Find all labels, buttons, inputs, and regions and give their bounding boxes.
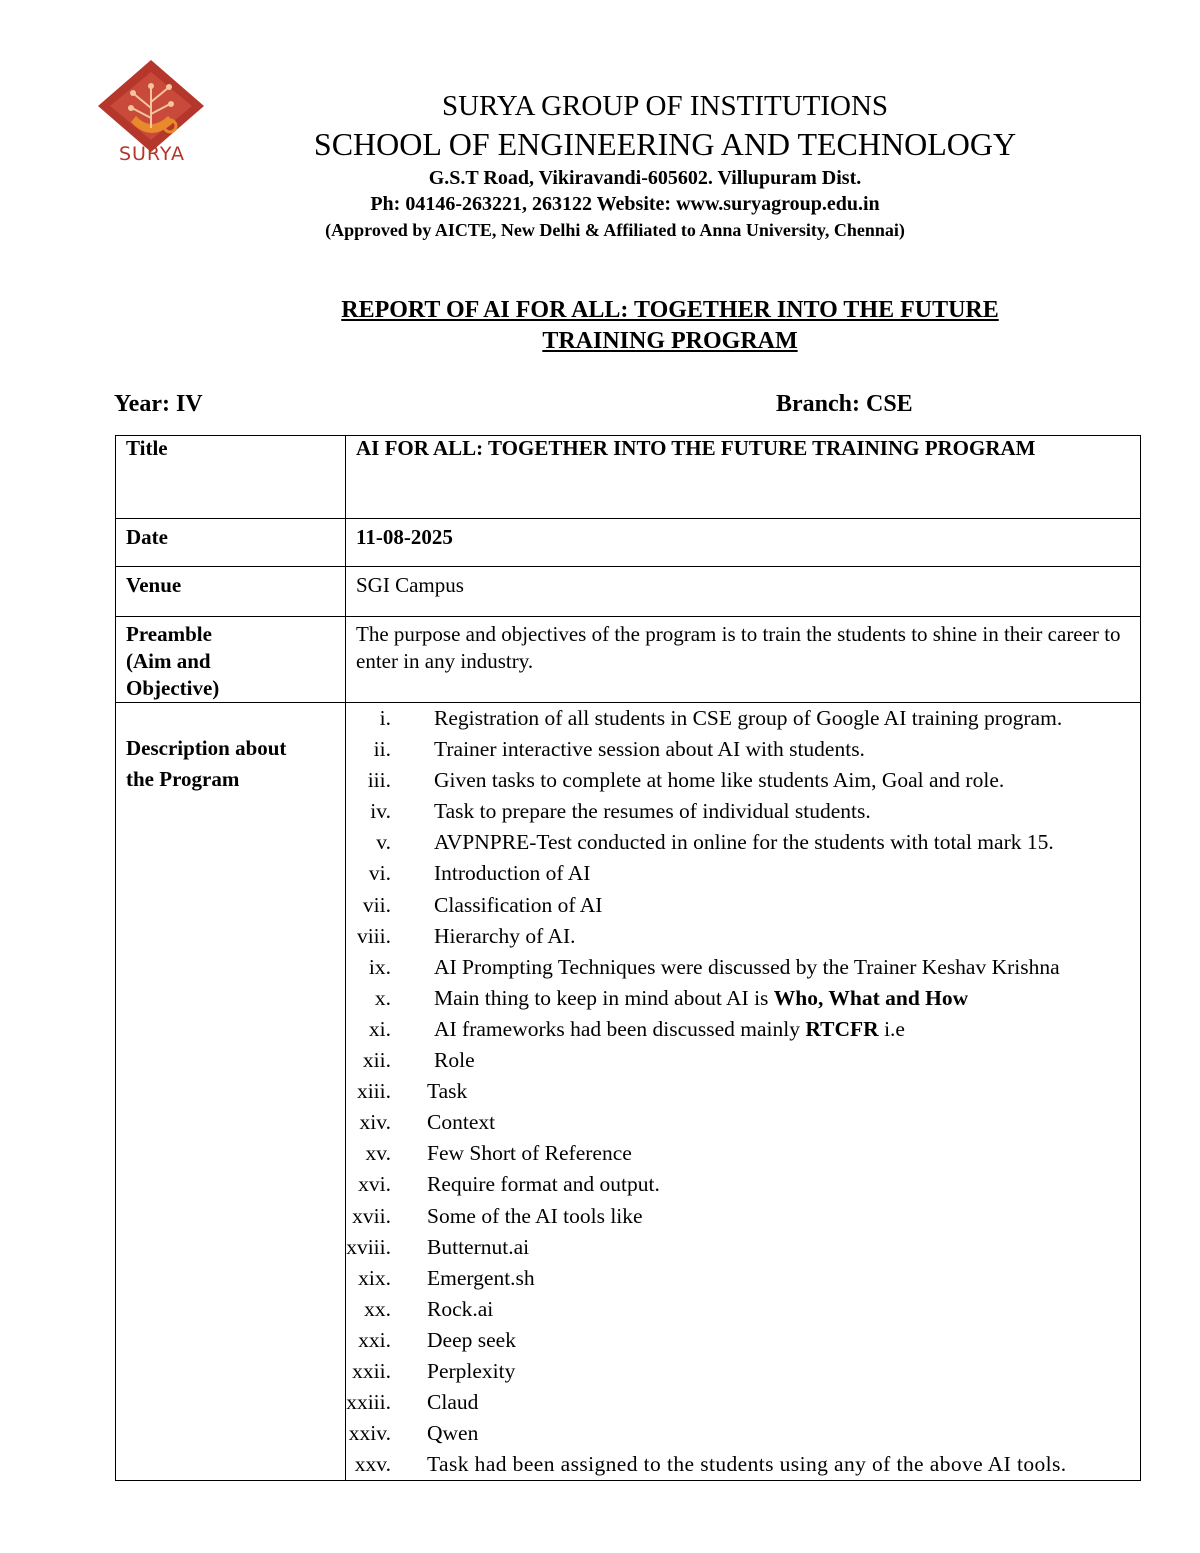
list-item-text-part: Task xyxy=(427,1079,468,1104)
list-item-text xyxy=(427,1138,632,1169)
list-item-text-part: Hierarchy of AI. xyxy=(434,923,576,948)
list-item-text xyxy=(434,734,865,765)
list-item-text-part: Rock.ai xyxy=(427,1296,494,1321)
address: G.S.T Road, Vikiravandi-605602. Villupuram Dist. xyxy=(428,167,862,189)
list-item xyxy=(346,1107,1140,1138)
title-value: AI FOR ALL: TOGETHER INTO THE FUTURE TRAINING PROGRAM xyxy=(346,436,1141,519)
list-item xyxy=(346,1263,1140,1294)
list-item xyxy=(346,703,1140,734)
list-item-text xyxy=(434,1045,475,1076)
list-item-text xyxy=(434,890,602,921)
list-item-text-part: Main thing to keep in mind about AI is xyxy=(434,985,774,1010)
list-item xyxy=(346,952,1140,983)
list-item-number: xx. xyxy=(364,1296,391,1321)
description-label xyxy=(116,703,346,1481)
list-item xyxy=(346,1356,1140,1387)
list-item xyxy=(346,1045,1140,1076)
list-item xyxy=(346,983,1140,1014)
list-item-bold: RTCFR xyxy=(805,1016,879,1041)
list-item xyxy=(346,921,1140,952)
list-item-text xyxy=(427,1201,643,1232)
report-table xyxy=(115,435,1141,1481)
list-item-text-part: Some of the AI tools like xyxy=(427,1203,643,1228)
list-item-text xyxy=(427,1076,467,1107)
list-item-text-part: Registration of all students in CSE group of Google AI training program. xyxy=(434,706,1063,730)
list-item xyxy=(346,1294,1140,1325)
list-item-text xyxy=(427,1325,516,1356)
list-item-text xyxy=(427,1263,535,1294)
list-item-number: ix. xyxy=(368,954,391,979)
table-row xyxy=(116,617,1141,703)
list-item-text-part: Role xyxy=(434,1048,475,1073)
list-item-number: viii. xyxy=(356,923,391,948)
list-item-number: xxii. xyxy=(352,1358,391,1383)
table-row xyxy=(116,519,1141,567)
preamble-label xyxy=(116,617,346,703)
contact: Ph: 04146-263221, 263122 Website: www.suryagroup.edu.in xyxy=(370,193,880,215)
list-item-number: xix. xyxy=(358,1265,391,1290)
list-item xyxy=(346,1169,1140,1200)
preamble-value: The purpose and objectives of the program is to train the students to shine in their career to enter in any industry. xyxy=(346,617,1141,703)
list-item-text-part: Trainer interactive session about AI with students. xyxy=(434,737,865,762)
list-item-text xyxy=(427,1232,529,1263)
year-label: Year: IV xyxy=(114,391,203,417)
list-item-text xyxy=(434,858,590,889)
list-item-number: x. xyxy=(374,985,391,1010)
list-item-text-part: Task had been assigned to the students using any of the above AI tools. xyxy=(427,1452,1067,1477)
list-item-bold: Who, What and How xyxy=(773,985,969,1010)
list-item-number: xv. xyxy=(365,1141,391,1166)
table-row xyxy=(116,436,1141,519)
list-item-text xyxy=(427,1387,478,1418)
list-item-number: xvi. xyxy=(358,1172,391,1197)
list-item xyxy=(346,858,1140,889)
list-item-text xyxy=(427,1449,1067,1480)
list-item xyxy=(346,1232,1140,1263)
list-item-number: xvii. xyxy=(352,1203,391,1228)
list-item-text xyxy=(427,1107,495,1138)
list-item-number: vi. xyxy=(368,861,391,886)
list-item-text-part: Deep seek xyxy=(427,1327,516,1352)
preamble-label-line: Objective) xyxy=(126,676,220,700)
title-label: Title xyxy=(116,436,346,519)
list-item-number: xxi. xyxy=(358,1327,391,1352)
list-item-text xyxy=(427,1169,660,1200)
list-item-number: vii. xyxy=(362,892,391,917)
list-item-number: ii. xyxy=(373,737,391,762)
list-item-number: xi. xyxy=(368,1016,391,1041)
list-item-text xyxy=(427,1418,478,1449)
venue-value: SGI Campus xyxy=(346,567,1141,617)
list-item-text-part: Task to prepare the resumes of individual students. xyxy=(434,799,871,824)
report-title-line1: REPORT OF AI FOR ALL: TOGETHER INTO THE FUTURE xyxy=(341,297,999,323)
list-item-number: xiv. xyxy=(359,1110,391,1135)
list-item-text-part: Introduction of AI xyxy=(434,861,591,886)
list-item-text xyxy=(427,1294,493,1325)
preamble-label-line: (Aim and xyxy=(126,649,211,673)
list-item-number: xii. xyxy=(362,1048,391,1073)
institution-name: SURYA GROUP OF INSTITUTIONS xyxy=(441,90,889,122)
list-item-text-part: Classification of AI xyxy=(434,892,603,917)
list-item-text-part: Butternut.ai xyxy=(427,1234,530,1259)
list-item xyxy=(346,796,1140,827)
list-item-text-part: Claud xyxy=(427,1390,479,1415)
list-item-text xyxy=(434,703,1062,734)
description-list xyxy=(346,703,1140,1480)
list-item-text-part: Context xyxy=(427,1110,496,1135)
list-item xyxy=(346,765,1140,796)
venue-label: Venue xyxy=(116,567,346,617)
list-item xyxy=(346,1449,1140,1480)
list-item xyxy=(346,1201,1140,1232)
list-item xyxy=(346,890,1140,921)
list-item-number: xxv. xyxy=(354,1452,391,1477)
report-title-line2: TRAINING PROGRAM xyxy=(542,328,798,354)
date-label: Date xyxy=(116,519,346,567)
list-item-text xyxy=(434,1014,905,1045)
list-item-text xyxy=(434,796,871,827)
list-item xyxy=(346,1014,1140,1045)
list-item-text-part: AVPNPRE-Test conducted in online for the students with total mark 15. xyxy=(434,830,1054,855)
list-item xyxy=(346,1076,1140,1107)
affiliation: (Approved by AICTE, New Delhi & Affiliated to Anna University, Chennai) xyxy=(325,220,905,240)
branch-label: Branch: CSE xyxy=(776,391,913,417)
list-item-text-part: Perplexity xyxy=(427,1358,516,1383)
list-item-text-part: AI Prompting Techniques were discussed by the Trainer Keshav Krishna xyxy=(434,954,1060,979)
list-item xyxy=(346,1387,1140,1418)
list-item-text xyxy=(434,921,575,952)
description-list-cell xyxy=(346,703,1141,1481)
list-item-number: iv. xyxy=(370,799,391,824)
list-item-number: xiii. xyxy=(356,1079,391,1104)
table-row xyxy=(116,567,1141,617)
date-value: 11-08-2025 xyxy=(346,519,1141,567)
list-item-text xyxy=(427,1356,515,1387)
list-item-number: iii. xyxy=(367,768,391,793)
list-item-number: xviii. xyxy=(346,1234,391,1259)
list-item-text xyxy=(434,765,1004,796)
list-item-number: xxiv. xyxy=(348,1421,391,1446)
list-item-text xyxy=(434,827,1054,858)
list-item-text-part: Require format and output. xyxy=(427,1172,660,1197)
school-name: SCHOOL OF ENGINEERING AND TECHNOLOGY xyxy=(313,126,1017,162)
description-label-line: the Program xyxy=(126,767,240,791)
list-item-text-after: i.e xyxy=(878,1016,905,1041)
preamble-label-line: Preamble xyxy=(126,622,212,646)
list-item xyxy=(346,734,1140,765)
list-item-text xyxy=(434,952,1060,983)
list-item xyxy=(346,1418,1140,1449)
list-item xyxy=(346,1325,1140,1356)
list-item-number: v. xyxy=(376,830,391,855)
description-label-line: Description about xyxy=(126,736,287,760)
list-item-text-part: Emergent.sh xyxy=(427,1265,535,1290)
logo-text: SURYA xyxy=(118,143,186,165)
list-item-number: i. xyxy=(379,706,391,730)
list-item-text-part: Qwen xyxy=(427,1421,479,1446)
list-item-text-part: AI frameworks had been discussed mainly xyxy=(434,1016,806,1041)
list-item xyxy=(346,1138,1140,1169)
list-item xyxy=(346,827,1140,858)
table-row xyxy=(116,703,1141,1481)
list-item-text xyxy=(434,983,968,1014)
list-item-text-part: Given tasks to complete at home like students Aim, Goal and role. xyxy=(434,768,1005,793)
list-item-text-part: Few Short of Reference xyxy=(427,1141,632,1166)
list-item-number: xxiii. xyxy=(346,1390,391,1415)
